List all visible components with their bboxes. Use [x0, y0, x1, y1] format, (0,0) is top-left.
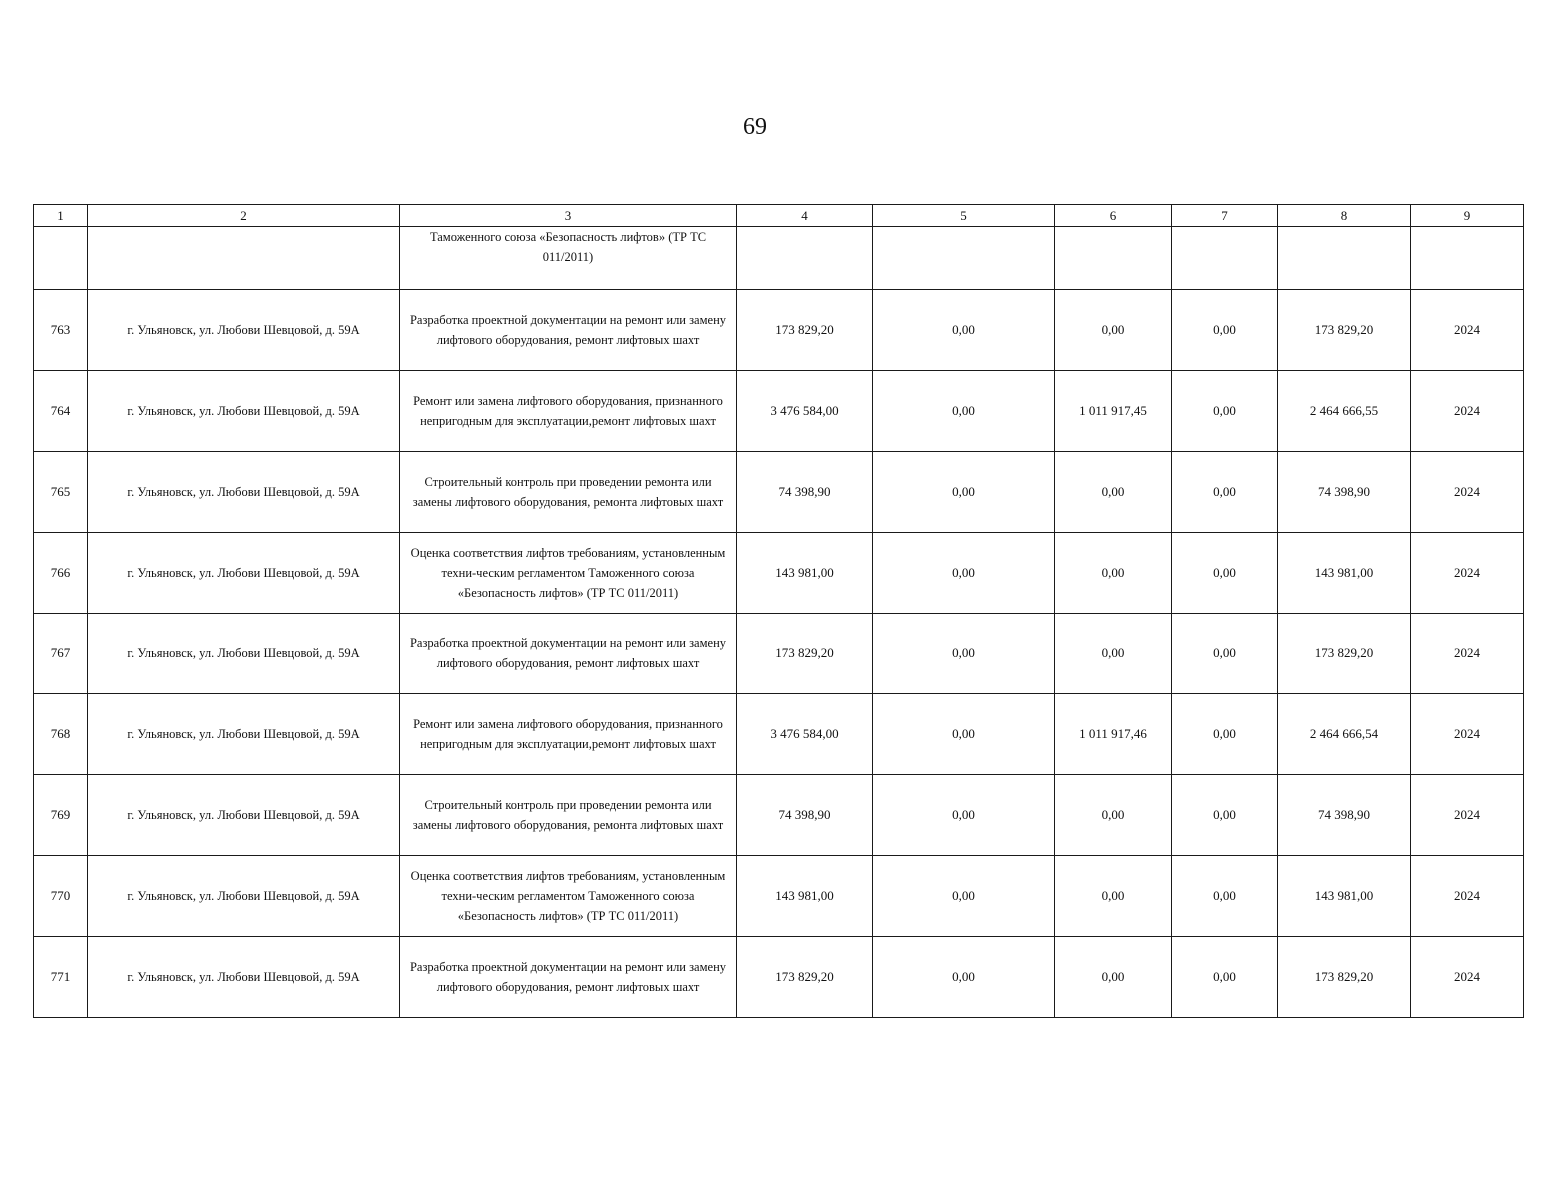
cell-col-4: 3 476 584,00 — [737, 370, 873, 451]
cell-year: 2024 — [1411, 290, 1524, 371]
cell-col-8: 173 829,20 — [1278, 613, 1411, 694]
cell-year: 2024 — [1411, 694, 1524, 775]
cell-year: 2024 — [1411, 775, 1524, 856]
cell-address: г. Ульяновск, ул. Любови Шевцовой, д. 59А — [88, 370, 400, 451]
cell-col-5: 0,00 — [873, 694, 1055, 775]
cell-col-8: 74 398,90 — [1278, 775, 1411, 856]
cell-col-5: 0,00 — [873, 290, 1055, 371]
cell-col-4: 3 476 584,00 — [737, 694, 873, 775]
cell-empty — [88, 227, 400, 290]
column-number-row — [34, 205, 1524, 227]
cell-col-6: 0,00 — [1055, 451, 1172, 532]
cell-col-7: 0,00 — [1172, 694, 1278, 775]
cell-work-description: Ремонт или замена лифтового оборудования, признанного непригодным для эксплуатации,ремонт лифтовых шахт — [400, 370, 737, 451]
column-number: 9 — [1411, 205, 1524, 227]
column-number: 2 — [88, 205, 400, 227]
cell-col-5: 0,00 — [873, 451, 1055, 532]
cell-col-8: 173 829,20 — [1278, 937, 1411, 1018]
cell-work-description: Строительный контроль при проведении ремонта или замены лифтового оборудования, ремонта лифтовых шахт — [400, 775, 737, 856]
cell-col-4: 143 981,00 — [737, 532, 873, 613]
cell-col-6: 0,00 — [1055, 613, 1172, 694]
table-row — [34, 613, 1524, 694]
registry-table — [33, 204, 1524, 1018]
cell-row-number: 771 — [34, 937, 88, 1018]
cell-year: 2024 — [1411, 856, 1524, 937]
cell-col-6: 0,00 — [1055, 856, 1172, 937]
cell-col-7: 0,00 — [1172, 856, 1278, 937]
cell-work-description: Оценка соответствия лифтов требованиям, установленным техни-ческим регламентом Таможенного союза «Безопасность лифтов» (ТР ТС 011/2011) — [400, 856, 737, 937]
cell-col-7: 0,00 — [1172, 613, 1278, 694]
cell-empty — [1055, 227, 1172, 290]
cell-row-number: 767 — [34, 613, 88, 694]
cell-address: г. Ульяновск, ул. Любови Шевцовой, д. 59А — [88, 613, 400, 694]
table-row — [34, 937, 1524, 1018]
cell-col-8: 143 981,00 — [1278, 856, 1411, 937]
cell-address: г. Ульяновск, ул. Любови Шевцовой, д. 59А — [88, 775, 400, 856]
cell-year: 2024 — [1411, 937, 1524, 1018]
cell-empty — [1411, 227, 1524, 290]
cell-col-5: 0,00 — [873, 856, 1055, 937]
cell-work-description: Строительный контроль при проведении ремонта или замены лифтового оборудования, ремонта лифтовых шахт — [400, 451, 737, 532]
cell-row-number: 766 — [34, 532, 88, 613]
column-number: 3 — [400, 205, 737, 227]
cell-col-4: 173 829,20 — [737, 613, 873, 694]
table-row — [34, 856, 1524, 937]
cell-col-4: 74 398,90 — [737, 775, 873, 856]
cell-row-number: 769 — [34, 775, 88, 856]
table-row — [34, 451, 1524, 532]
cell-col-8: 74 398,90 — [1278, 451, 1411, 532]
cell-col-6: 0,00 — [1055, 937, 1172, 1018]
cell-col-4: 173 829,20 — [737, 290, 873, 371]
cell-col-5: 0,00 — [873, 370, 1055, 451]
column-number: 4 — [737, 205, 873, 227]
cell-col-4: 143 981,00 — [737, 856, 873, 937]
cell-address: г. Ульяновск, ул. Любови Шевцовой, д. 59А — [88, 451, 400, 532]
cell-col-8: 173 829,20 — [1278, 290, 1411, 371]
cell-empty — [737, 227, 873, 290]
cell-year: 2024 — [1411, 532, 1524, 613]
cell-col-7: 0,00 — [1172, 451, 1278, 532]
table-row — [34, 775, 1524, 856]
cell-empty — [1172, 227, 1278, 290]
page-number: 69 — [743, 114, 767, 140]
column-number: 1 — [34, 205, 88, 227]
cell-col-5: 0,00 — [873, 613, 1055, 694]
cell-address: г. Ульяновск, ул. Любови Шевцовой, д. 59А — [88, 937, 400, 1018]
cell-empty — [873, 227, 1055, 290]
table-row — [34, 532, 1524, 613]
cell-col-6: 0,00 — [1055, 532, 1172, 613]
cell-col-4: 173 829,20 — [737, 937, 873, 1018]
cell-address: г. Ульяновск, ул. Любови Шевцовой, д. 59А — [88, 290, 400, 371]
cell-col-7: 0,00 — [1172, 937, 1278, 1018]
cell-col-8: 2 464 666,54 — [1278, 694, 1411, 775]
cell-empty — [34, 227, 88, 290]
cell-year: 2024 — [1411, 451, 1524, 532]
cell-col-4: 74 398,90 — [737, 451, 873, 532]
cell-col-7: 0,00 — [1172, 775, 1278, 856]
column-number: 6 — [1055, 205, 1172, 227]
cell-col-6: 1 011 917,46 — [1055, 694, 1172, 775]
cell-work-description: Ремонт или замена лифтового оборудования, признанного непригодным для эксплуатации,ремонт лифтовых шахт — [400, 694, 737, 775]
cell-address: г. Ульяновск, ул. Любови Шевцовой, д. 59А — [88, 694, 400, 775]
cell-col-6: 0,00 — [1055, 775, 1172, 856]
cell-col-8: 143 981,00 — [1278, 532, 1411, 613]
continuation-row — [34, 227, 1524, 290]
cell-col-7: 0,00 — [1172, 370, 1278, 451]
column-number: 5 — [873, 205, 1055, 227]
cell-year: 2024 — [1411, 370, 1524, 451]
cell-row-number: 763 — [34, 290, 88, 371]
cell-address: г. Ульяновск, ул. Любови Шевцовой, д. 59А — [88, 532, 400, 613]
cell-col-6: 0,00 — [1055, 290, 1172, 371]
table-row — [34, 694, 1524, 775]
cell-row-number: 770 — [34, 856, 88, 937]
cell-work-description: Разработка проектной документации на ремонт или замену лифтового оборудования, ремонт лифтовых шахт — [400, 937, 737, 1018]
cell-year: 2024 — [1411, 613, 1524, 694]
column-number: 7 — [1172, 205, 1278, 227]
cell-col-7: 0,00 — [1172, 290, 1278, 371]
cell-col-6: 1 011 917,45 — [1055, 370, 1172, 451]
column-number: 8 — [1278, 205, 1411, 227]
cell-empty — [1278, 227, 1411, 290]
cell-row-number: 768 — [34, 694, 88, 775]
cell-address: г. Ульяновск, ул. Любови Шевцовой, д. 59А — [88, 856, 400, 937]
cell-col-8: 2 464 666,55 — [1278, 370, 1411, 451]
cell-col-5: 0,00 — [873, 532, 1055, 613]
cell-col-5: 0,00 — [873, 775, 1055, 856]
table-row — [34, 370, 1524, 451]
cell-work-description: Разработка проектной документации на ремонт или замену лифтового оборудования, ремонт лифтовых шахт — [400, 290, 737, 371]
cell-row-number: 764 — [34, 370, 88, 451]
cell-col-5: 0,00 — [873, 937, 1055, 1018]
cell-work-description: Разработка проектной документации на ремонт или замену лифтового оборудования, ремонт лифтовых шахт — [400, 613, 737, 694]
cell-work-continuation: Таможенного союза «Безопасность лифтов» (ТР ТС 011/2011) — [400, 227, 737, 290]
cell-col-7: 0,00 — [1172, 532, 1278, 613]
cell-work-description: Оценка соответствия лифтов требованиям, установленным техни-ческим регламентом Таможенного союза «Безопасность лифтов» (ТР ТС 011/2011) — [400, 532, 737, 613]
table-row — [34, 290, 1524, 371]
cell-row-number: 765 — [34, 451, 88, 532]
